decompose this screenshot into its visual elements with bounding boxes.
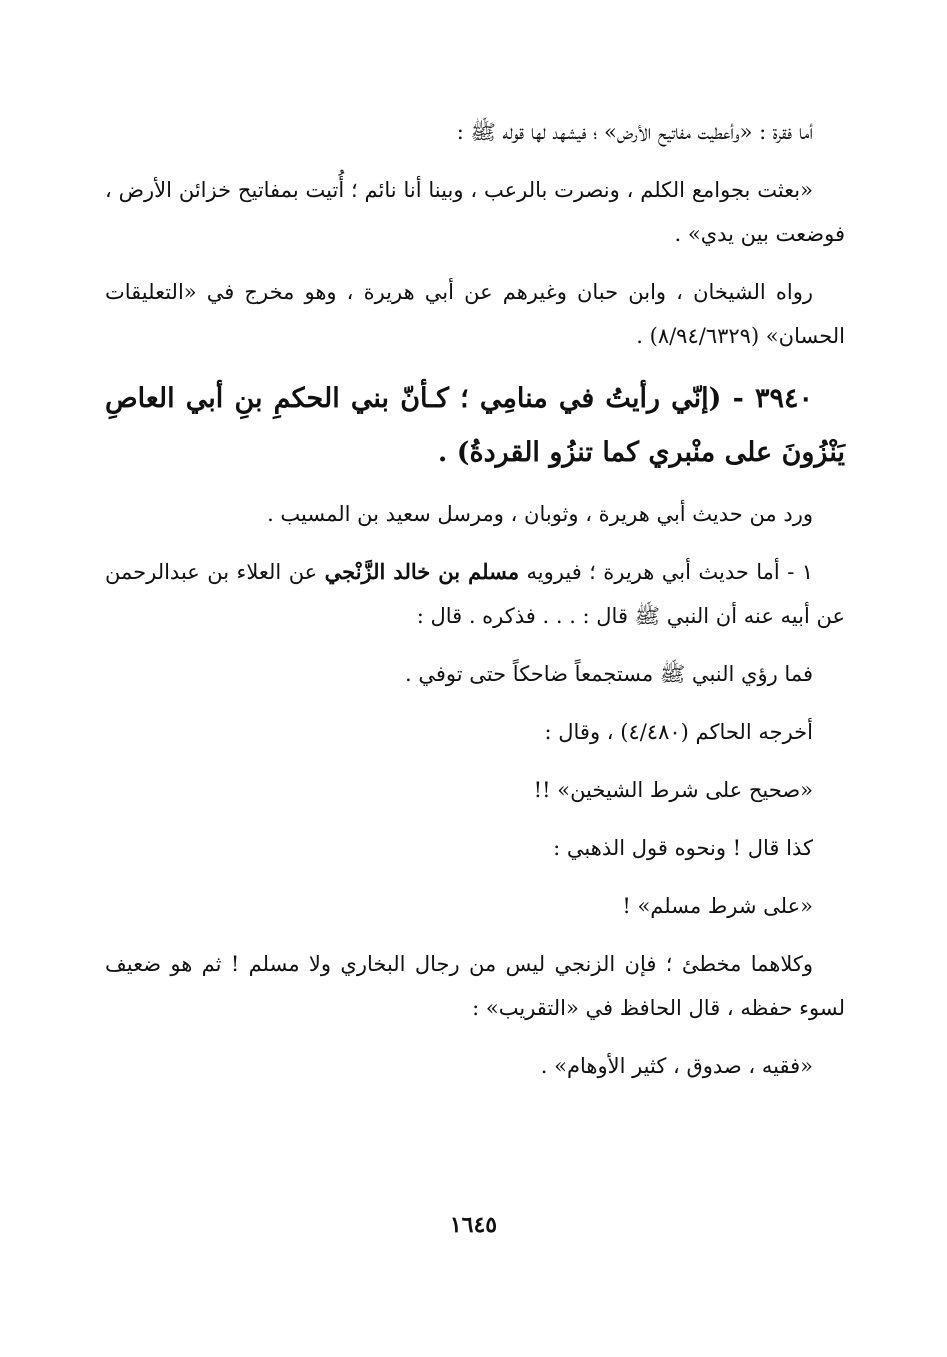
- paragraph-muslim-condition: «على شرط مسلم» !: [622, 894, 813, 918]
- paragraph-keys-of-earth: أما فقرة : «وأعطيت مفاتيح الأرض» ؛ فيشهد لها قوله ﷺ :: [456, 120, 813, 144]
- paragraph-critique: وكلاهما مخطئ ؛ فإن الزنجي ليس من رجال البخاري ولا مسلم ! ثم هو ضعيف لسوء حفظه ، قال الحافظ في «التقريب» :: [105, 952, 845, 1020]
- page-number: ١٦٤٥: [449, 1212, 498, 1238]
- paragraph-dhahabi: كذا قال ! ونحوه قول الذهبي :: [553, 836, 813, 860]
- paragraph-narration-source: رواه الشيخان ، وابن حبان وغيرهم عن أبي هريرة ، وهو مخرج في «التعليقات الحسان» (٨/٩٤/٦٣٢٩) .: [105, 280, 845, 348]
- paragraph-sahih: «صحيح على شرط الشيخين» !!: [533, 778, 813, 802]
- page-body: [105, 110, 845, 1102]
- paragraph-taqrib-quote: «فقيه ، صدوق ، كثير الأوهام» .: [540, 1054, 813, 1078]
- paragraph-laughing: فما رؤي النبي ﷺ مستجمعاً ضاحكاً حتى توفي .: [405, 662, 813, 686]
- text-segment: ١ - أما حديث أبي هريرة ؛ فيرويه: [519, 560, 813, 584]
- narrator-name: مسلم بن خالد الزَّنْجي: [324, 559, 520, 584]
- hadith-heading: ٣٩٤٠ - (إنّي رأيتُ في منامِي ؛ كـأنّ بني الحكمِ بنِ أبي العاصِ يَنْزُونَ على منْبري كما تنزُو القردةُ) .: [105, 383, 845, 468]
- paragraph-hakim: أخرجه الحاكم (٤/٤٨٠) ، وقال :: [544, 720, 813, 744]
- text-segment: عن العلاء بن عبدالرحمن عن أبيه عنه أن النبي ﷺ قال : . . . فذكره . قال :: [105, 560, 845, 628]
- paragraph-narrators: ورد من حديث أبي هريرة ، وثوبان ، ومرسل سعيد بن المسيب .: [267, 502, 813, 526]
- paragraph-hadith-quote: «بعثت بجوامع الكلم ، ونصرت بالرعب ، وبينا أنا نائم ؛ أُتيت بمفاتيح خزائن الأرض ، فوضعت بين يدي» .: [105, 178, 845, 246]
- paragraph-abu-hurayra: [105, 550, 845, 638]
